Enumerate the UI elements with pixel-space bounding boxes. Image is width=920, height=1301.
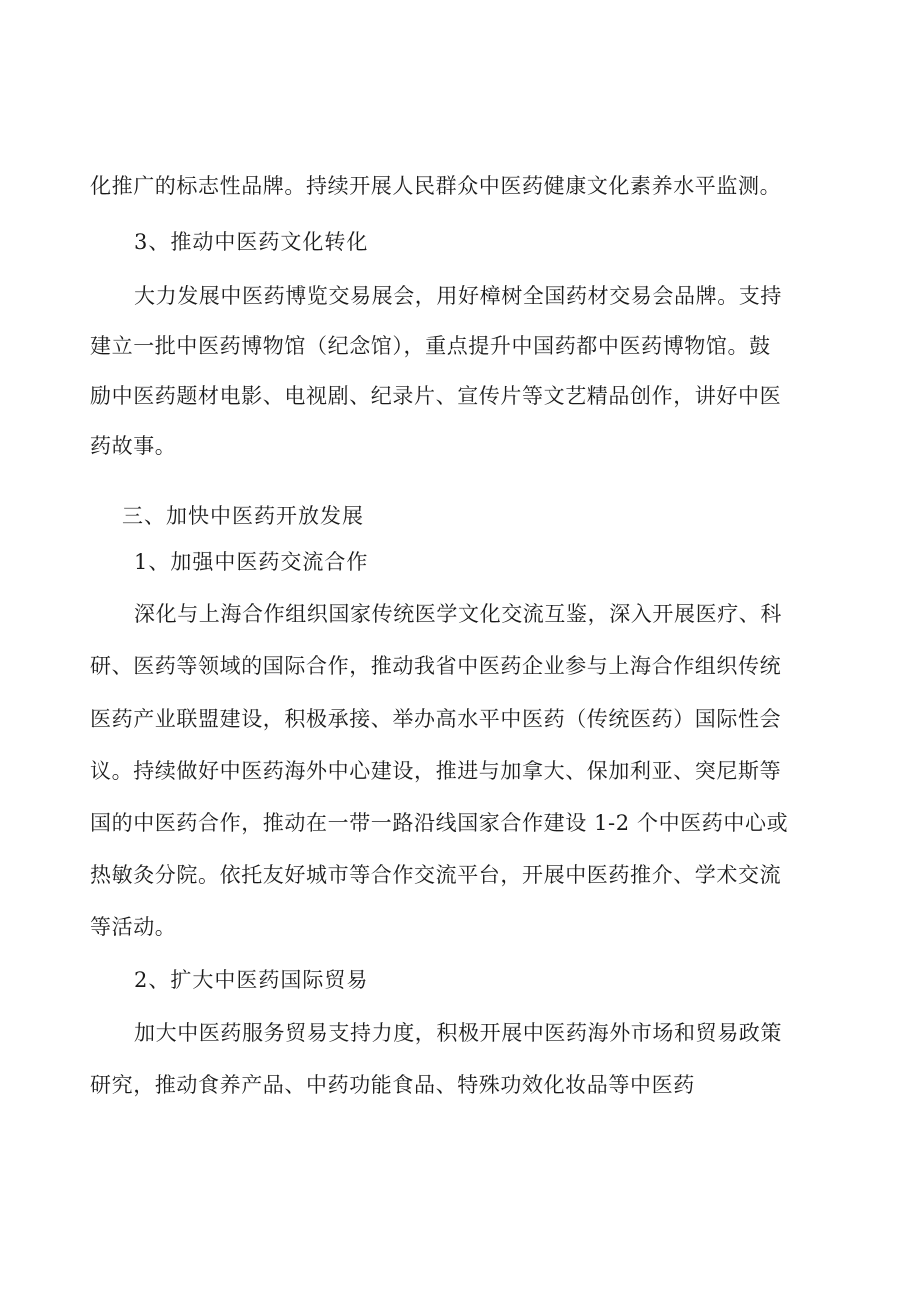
subheading-3: 3、推动中医药文化转化 [134,230,369,254]
paragraph-line: 医药产业联盟建设，积极承接、举办高水平中医药（传统医药）国际性会 [90,707,782,731]
paragraph-line: 研、医药等领域的国际合作，推动我省中医药企业参与上海合作组织传统 [90,654,782,678]
paragraph-line: 化推广的标志性品牌。持续开展人民群众中医药健康文化素养水平监测。 [90,174,782,198]
subheading-1: 1、加强中医药交流合作 [134,550,369,574]
paragraph-line: 国的中医药合作，推动在一带一路沿线国家合作建设 1-2 个中医药中心或 [90,811,789,835]
paragraph-line: 研究，推动食养产品、中药功能食品、特殊功效化妆品等中医药 [90,1073,695,1097]
paragraph-line: 药故事。 [90,434,177,458]
paragraph-line: 议。持续做好中医药海外中心建设，推进与加拿大、保加利亚、突尼斯等 [90,759,782,783]
paragraph-line: 励中医药题材电影、电视剧、纪录片、宣传片等文艺精品创作，讲好中医 [90,384,782,408]
subheading-2: 2、扩大中医药国际贸易 [134,968,369,992]
paragraph-line: 等活动。 [90,915,177,939]
paragraph-line: 加大中医药服务贸易支持力度，积极开展中医药海外市场和贸易政策 [134,1021,782,1045]
section-heading: 三、加快中医药开放发展 [122,504,364,528]
paragraph-line: 建立一批中医药博物馆（纪念馆），重点提升中国药都中医药博物馆。鼓 [90,334,771,358]
paragraph-line: 大力发展中医药博览交易展会，用好樟树全国药材交易会品牌。支持 [134,284,782,308]
paragraph-line: 深化与上海合作组织国家传统医学文化交流互鉴，深入开展医疗、科 [134,602,782,626]
paragraph-line: 热敏灸分院。依托友好城市等合作交流平台，开展中医药推介、学术交流 [90,863,782,887]
